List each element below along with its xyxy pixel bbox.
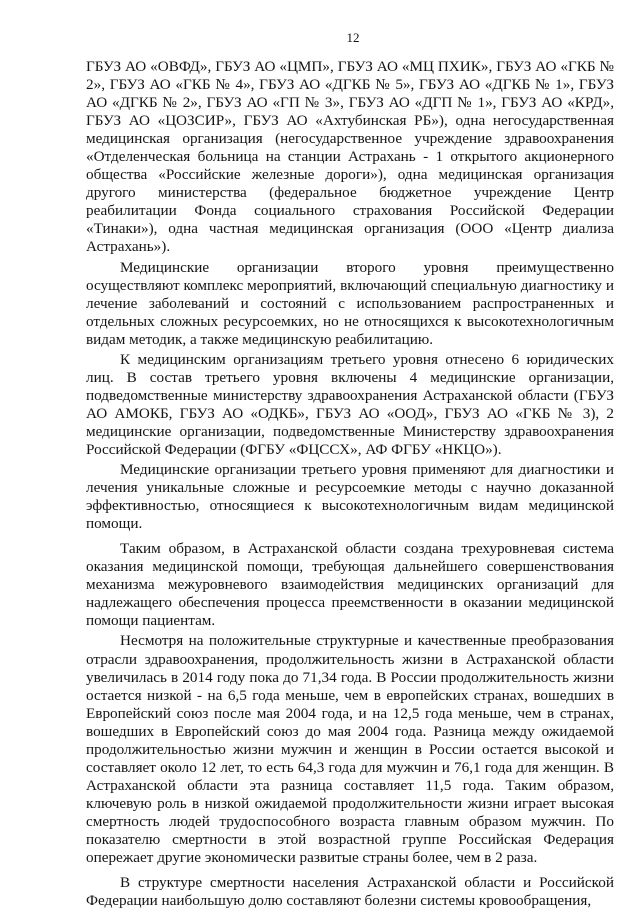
paragraph-mortality-structure: В структуре смертности населения Астраханской области и Российской Федерации наибольшую долю составляют болезни системы кровообращения, bbox=[86, 874, 614, 910]
paragraph-second-level: Медицинские организации второго уровня преимущественно осуществляют комплекс мероприятий, включающий специальную диагностику и лечение заболеваний и состояний с использованием распространенных и отдельных сложных ресурсоемких, но не относящихся к высокотехнологичным видам методик, а также медицинскую реабилитацию. bbox=[86, 258, 614, 348]
page-number: 12 bbox=[346, 30, 360, 45]
paragraph-organizations-list: ГБУЗ АО «ОВФД», ГБУЗ АО «ЦМП», ГБУЗ АО «МЦ ПХИК», ГБУЗ АО «ГКБ № 2», ГБУЗ АО «ГКБ № 4», ГБУЗ АО «ДГКБ № 5», ГБУЗ АО «ДГКБ № 1», ГБУЗ АО «ДГКБ № 2», ГБУЗ АО «ГП № 3», ГБУЗ АО «ДГП № 1», ГБУЗ АО «КРД», ГБУЗ АО «ЦОЗСИР», ГБУЗ АО «Ахтубинская РБ»), одна негосударственная медицинская организация (негосударственное учреждение здравоохранения «Отделенческая больница на станции Астрахань - 1 открытого акционерного общества «Российские железные дороги»), одна медицинская организация другого министерства (федеральное бюджетное учреждение Центр реабилитации Фонда социального страхования Российской Федерации «Тинаки»), одна частная медицинская организация (ООО «Центр диализа Астрахань»). bbox=[86, 58, 614, 256]
paragraph-three-level-system: Таким образом, в Астраханской области создана трехуровневая система оказания медицинской помощи, требующая дальнейшего совершенствования механизма межуровневого взаимодействия медицинских организаций для надлежащего обеспечения процесса преемственности в оказании медицинской помощи пациентам. bbox=[86, 540, 614, 630]
paragraph-life-expectancy: Несмотря на положительные структурные и качественные преобразования отрасли здравоохранения, продолжительность жизни в Астраханской области увеличилась в 2014 году пока до 71,34 года. В России продолжительность жизни остается низкой - на 6,5 года меньше, чем в европейских странах, вошедших в Европейский союз после мая 2004 года, и на 12,5 года меньше, чем в странах, вошедших в Европейский союз до мая 2004 года. Разница между ожидаемой продолжительностью жизни мужчин и женщин в России остается высокой и составляет около 12 лет, то есть 64,3 года для мужчин и 76,1 года для женщин. В Астраханской области эта разница составляет 11,5 года. Таким образом, ключевую роль в низкой ожидаемой продолжительности жизни играет высокая смертность людей трудоспособного возраста главным образом мужчин. По показателю смертности в этой возрастной группе Российская Федерация опережает другие экономически развитые страны более, чем в 2 раза. bbox=[86, 632, 614, 867]
paragraph-third-level-composition: К медицинским организациям третьего уровня отнесено 6 юридических лиц. В состав третьего уровня включены 4 медицинские организации, подведомственные министерству здравоохранения Астраханской области (ГБУЗ АО АМОКБ, ГБУЗ АО «ОДКБ», ГБУЗ АО «ООД», ГБУЗ АО «ГКБ № 3), 2 медицинские организации, подведомственные Министерству здравоохранения Российской Федерации (ФГБУ «ФЦССХ», АФ ФГБУ «НКЦО»). bbox=[86, 350, 614, 458]
paragraph-third-level-methods: Медицинские организации третьего уровня применяют для диагностики и лечения уникальные сложные и ресурсоемкие методы с научно доказанной эффективностью, относящиеся к высокотехнологичным видам медицинской помощи. bbox=[86, 461, 614, 533]
